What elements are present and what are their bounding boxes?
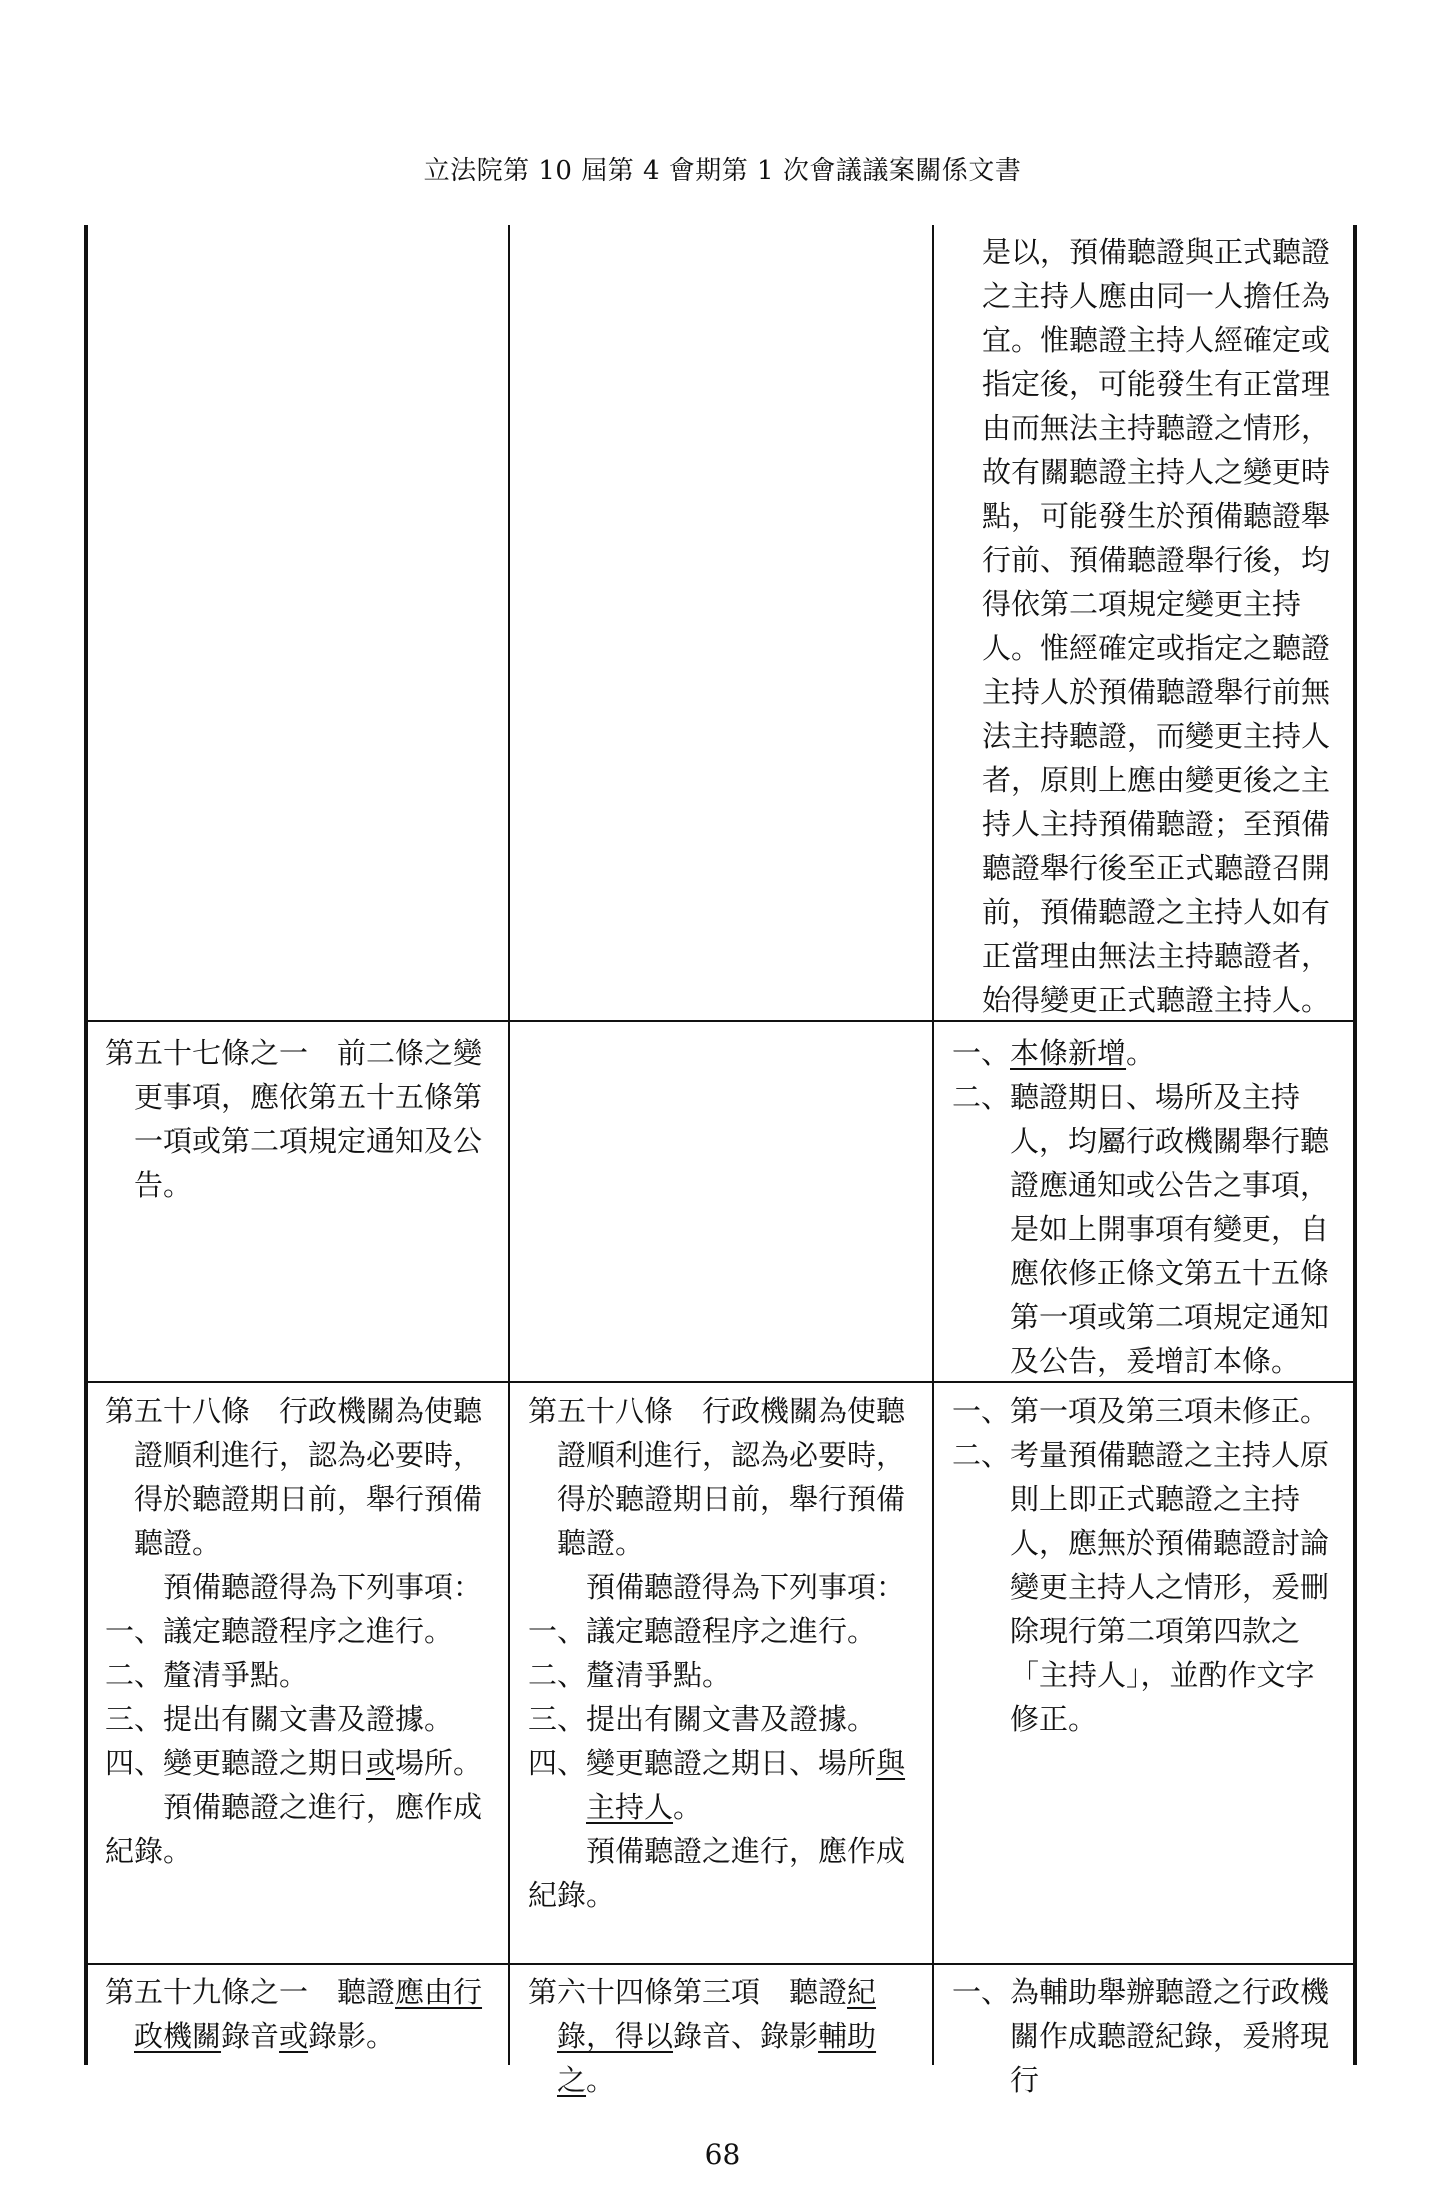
document-header: 立法院第 10 屆第 4 會期第 1 次會議議案關係文書 (423, 156, 1022, 186)
new-article-note: 本條新增 (1010, 1036, 1127, 1070)
article-58-current-p3: 預備聽證之進行，應作成紀錄。 (528, 1834, 906, 1912)
explanation-item-1: 一、本條新增。 (952, 1036, 1156, 1070)
table-column-divider-2 (932, 225, 934, 2065)
row1-explanation-cell (982, 230, 1340, 1022)
table-column-divider-1 (508, 225, 510, 2065)
row3-explanation-item2: 二、考量預備聽證之主持人原則上即正式聽證之主持人，應無於預備聽證討論變更主持人之情形，爰刪除現行第二項第四款之「主持人」，並酌作文字修正。 (952, 1438, 1330, 1736)
row3-amendment-cell (105, 1389, 495, 1873)
article-58-current-item2: 二、釐清爭點。 (528, 1658, 732, 1692)
row4-explanation-cell (952, 1970, 1340, 2102)
page-number: 68 (704, 2138, 741, 2171)
article-58-proposed-item2: 二、釐清爭點。 (105, 1658, 309, 1692)
row4-explanation-item1: 一、為輔助舉辦聽證之行政機關作成聽證紀錄，爰將現行 (952, 1975, 1330, 2097)
article-58-current-item4: 四、變更聽證之期日、場所與主持人。 (528, 1746, 906, 1824)
article-58-current-item1: 一、議定聽證程序之進行。 (528, 1614, 877, 1648)
article-58-current-item3: 三、提出有關文書及證據。 (528, 1702, 877, 1736)
row4-current-cell (528, 1970, 920, 2102)
article-58-proposed-p2: 預備聽證得為下列事項： (163, 1570, 483, 1604)
table-right-border (1353, 225, 1357, 2065)
row4-amendment-cell (105, 1970, 495, 2058)
explanation-item-2: 二、聽證期日、場所及主持人，均屬行政機關舉行聽證應通知或公告之事項，是如上開事項有變更，自應依修正條文第五十五條第一項或第二項規定通知及公告，爰增訂本條。 (952, 1080, 1330, 1378)
article-58-proposed-item1: 一、議定聽證程序之進行。 (105, 1614, 454, 1648)
article-58-proposed-item4: 四、變更聽證之期日或場所。 (105, 1746, 483, 1780)
article-58-proposed-item3: 三、提出有關文書及證據。 (105, 1702, 454, 1736)
row2-amendment-cell (105, 1031, 495, 1207)
article-58-proposed-p3: 預備聽證之進行，應作成紀錄。 (105, 1790, 483, 1868)
article-64-3-text: 第六十四條第三項 聽證紀錄，得以錄音、錄影輔助之。 (528, 1975, 877, 2097)
article-58-current-p1: 第五十八條 行政機關為使聽證順利進行，認為必要時，得於聽證期日前，舉行預備聽證。 (528, 1394, 906, 1560)
underlined-or: 或 (366, 1746, 396, 1780)
article-59-1-text: 第五十九條之一 聽證應由行政機關錄音或錄影。 (105, 1975, 483, 2053)
article-58-proposed-p1: 第五十八條 行政機關為使聽證順利進行，認為必要時，得於聽證期日前，舉行預備聽證。 (105, 1394, 483, 1560)
row1-explanation-text: 是以，預備聽證與正式聽證之主持人應由同一人擔任為宜。惟聽證主持人經確定或指定後，可能發生有正當理由而無法主持聽證之情形，故有關聽證主持人之變更時點，可能發生於預備聽證舉行前、預備聽證舉行後，均得依第二項規定變更主持人。惟經確定或指定之聽證主持人於預備聽證舉行前無法主持聽證，而變更主持人者，原則上應由變更後之主持人主持預備聽證；至預備聽證舉行後至正式聽證召開前，預備聽證之主持人如有正當理由無法主持聽證者，始得變更正式聽證主持人。 (982, 235, 1331, 1017)
row3-current-cell (528, 1389, 920, 1917)
article-58-current-p2: 預備聽證得為下列事項： (586, 1570, 906, 1604)
row2-explanation-cell (952, 1031, 1340, 1383)
underlined-host: 與主持人 (586, 1746, 906, 1824)
article-57-1-text: 第五十七條之一 前二條之變更事項，應依第五十五條第一項或第二項規定通知及公告。 (105, 1036, 483, 1202)
table-left-border (84, 225, 88, 2065)
row3-explanation-cell (952, 1389, 1340, 1741)
row-divider-3 (84, 1963, 1357, 1965)
row3-explanation-item1: 一、第一項及第三項未修正。 (952, 1394, 1330, 1428)
